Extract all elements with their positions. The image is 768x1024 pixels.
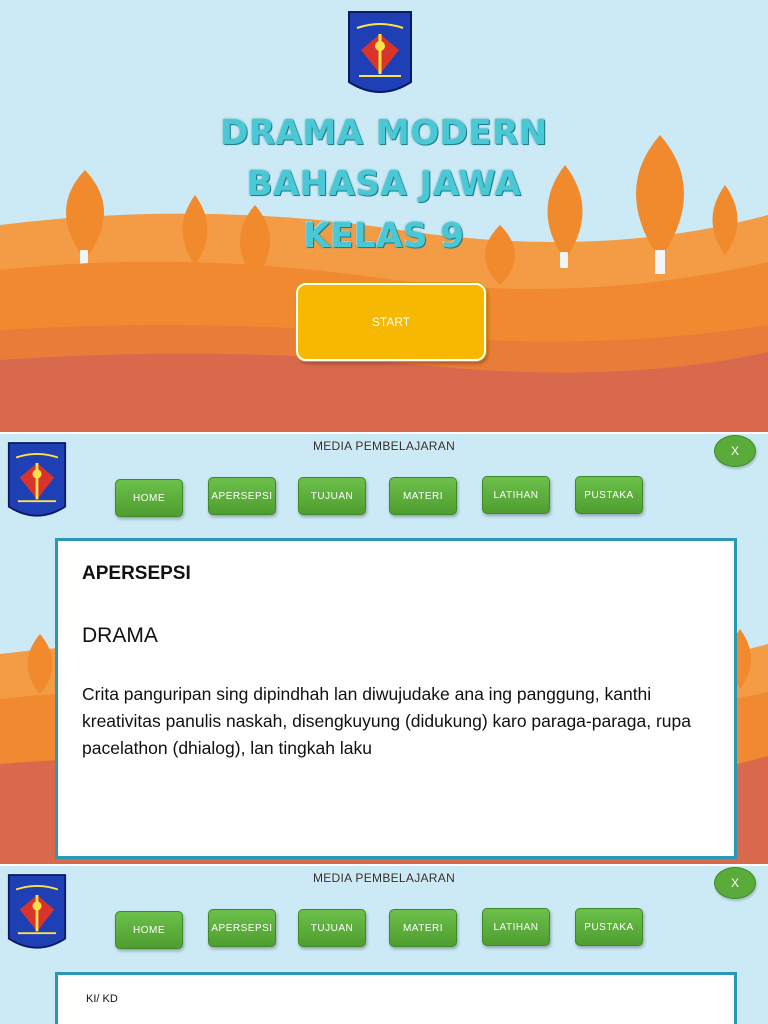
nav-pustaka-button[interactable]: PUSTAKA (575, 476, 643, 514)
media-title: MEDIA PEMBELAJARAN (312, 871, 456, 885)
school-logo (7, 873, 67, 957)
nav-latihan-button[interactable]: LATIHAN (482, 908, 550, 946)
close-button[interactable]: X (714, 867, 756, 899)
school-logo (7, 441, 67, 525)
title-line-2: BAHASA JAWA (246, 164, 522, 204)
close-button[interactable]: X (714, 435, 756, 467)
nav-materi-button[interactable]: MATERI (389, 477, 457, 515)
topic-heading: DRAMA (82, 624, 158, 647)
nav-tujuan-button[interactable]: TUJUAN (298, 477, 366, 515)
content-panel (55, 972, 737, 1024)
school-logo (347, 10, 413, 102)
nav-tujuan-button[interactable]: TUJUAN (298, 909, 366, 947)
apersepsi-slide (0, 434, 768, 864)
section-heading: APERSEPSI (82, 563, 191, 584)
section-heading: KI/ KD (86, 993, 118, 1005)
title-line-1: DRAMA MODERN (220, 113, 548, 153)
nav-apersepsi-button[interactable]: APERSEPSI (208, 477, 276, 515)
kikd-slide (0, 866, 768, 1024)
nav-apersepsi-button[interactable]: APERSEPSI (208, 909, 276, 947)
start-button[interactable]: START (296, 283, 486, 361)
nav-home-button[interactable]: HOME (115, 911, 183, 949)
title-line-3: KELAS 9 (303, 216, 465, 256)
nav-pustaka-button[interactable]: PUSTAKA (575, 908, 643, 946)
cover-slide (0, 0, 768, 432)
nav-home-button[interactable]: HOME (115, 479, 183, 517)
content-panel (55, 538, 737, 859)
definition-text: Crita panguripan sing dipindhah lan diwujudake ana ing panggung, kanthi kreativitas panulis naskah, disengkuyung (didukung) karo paraga-paraga, rupa pacelathon (dhialog), lan tingkah laku (82, 684, 691, 758)
media-title: MEDIA PEMBELAJARAN (312, 439, 456, 453)
nav-materi-button[interactable]: MATERI (389, 909, 457, 947)
nav-latihan-button[interactable]: LATIHAN (482, 476, 550, 514)
